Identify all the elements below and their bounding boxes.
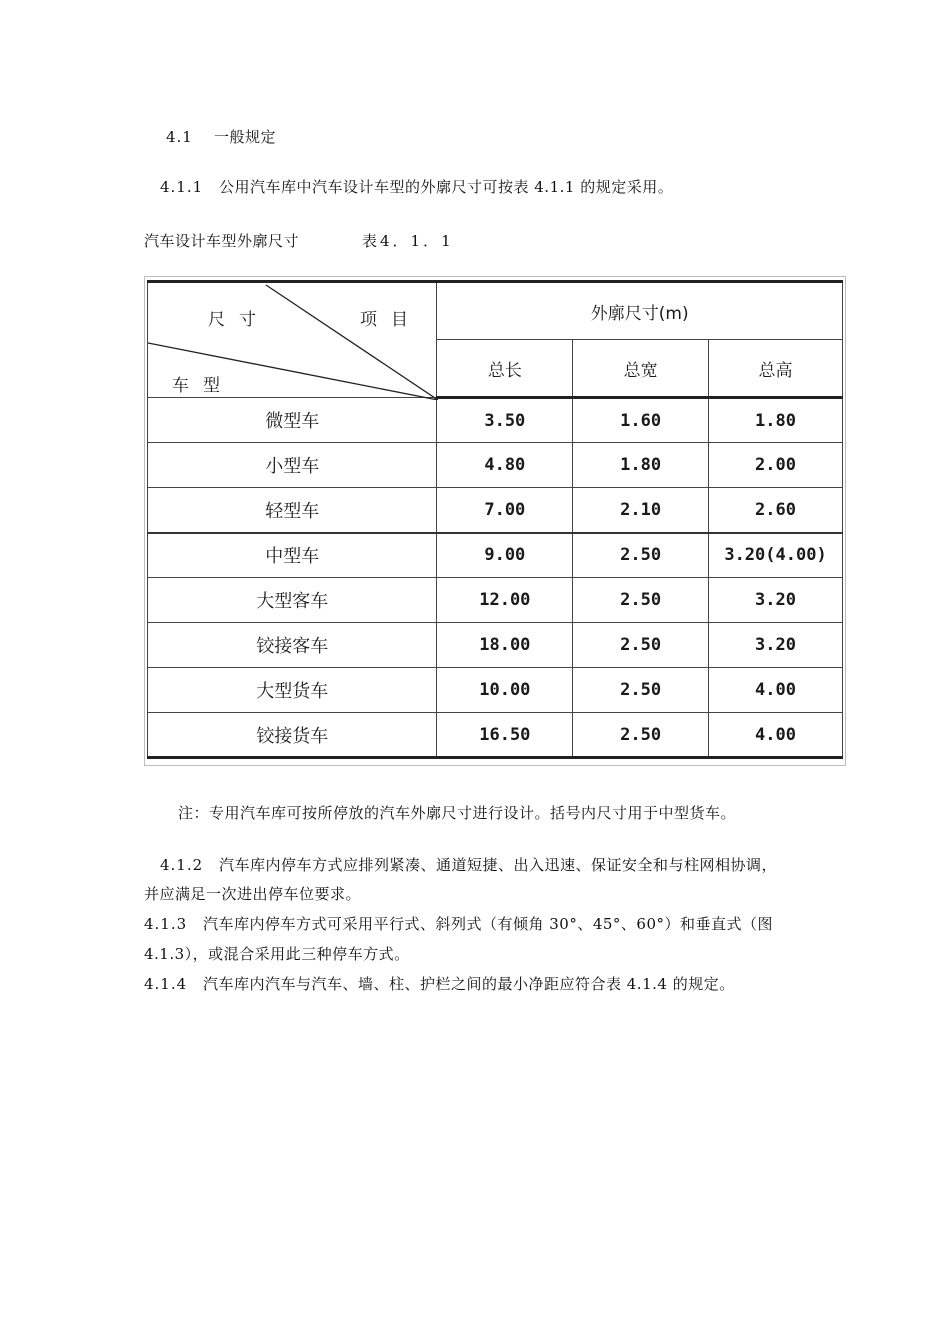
- length-cell: 12.00: [437, 578, 573, 623]
- height-cell: 3.20(4.00): [709, 533, 843, 578]
- clause-text: 汽车库内停车方式可采用平行式、斜列式（有倾角 30°、45°、60°）和垂直式（图: [202, 915, 774, 933]
- width-cell: 2.50: [573, 668, 709, 713]
- section-number: 4.1: [166, 128, 193, 146]
- clause-number: 4.1.3: [144, 915, 188, 933]
- corner-label-vehicle-type: 车型: [172, 376, 234, 396]
- height-cell: 2.00: [709, 443, 843, 488]
- vehicle-type-cell: 大型客车: [148, 578, 437, 623]
- table-row: [148, 398, 843, 443]
- clause-text: 汽车库内汽车与汽车、墙、柱、护栏之间的最小净距应符合表 4.1.4 的规定。: [202, 975, 735, 993]
- table-caption-title: 汽车设计车型外廓尺寸: [144, 232, 300, 250]
- clause-4-1-4: [144, 973, 735, 994]
- vehicle-type-cell: 铰接货车: [148, 713, 437, 758]
- width-cell: 2.50: [573, 623, 709, 668]
- vehicle-type-cell: 微型车: [148, 398, 437, 443]
- clause-number: 4.1.2: [160, 856, 204, 874]
- clause-4-1-1: [160, 176, 673, 197]
- clause-number: 4.1.4: [144, 975, 188, 993]
- clause-text: 公用汽车库中汽车设计车型的外廓尺寸可按表 4.1.1 的规定采用。: [218, 178, 674, 196]
- corner-label-item: 项目: [360, 310, 422, 330]
- vehicle-dimension-table: [147, 280, 843, 759]
- table-caption-code: 表4．1．1: [362, 232, 454, 250]
- clause-4-1-2-line-1: [160, 854, 777, 875]
- vehicle-type-cell: 中型车: [148, 533, 437, 578]
- column-header-width: 总宽: [573, 340, 709, 398]
- section-title: 一般规定: [213, 128, 276, 146]
- width-cell: 1.60: [573, 398, 709, 443]
- height-cell: 4.00: [709, 668, 843, 713]
- length-cell: 7.00: [437, 488, 573, 533]
- table-header-row-1: [148, 282, 843, 340]
- width-cell: 1.80: [573, 443, 709, 488]
- vehicle-type-cell: 大型货车: [148, 668, 437, 713]
- table-row: [148, 488, 843, 533]
- clause-text: 汽车库内停车方式应排列紧凑、通道短捷、出入迅速、保证安全和与柱网相协调，: [218, 856, 777, 874]
- section-heading: [166, 126, 276, 147]
- table-row: [148, 443, 843, 488]
- width-cell: 2.50: [573, 713, 709, 758]
- width-cell: 2.50: [573, 578, 709, 623]
- clause-number: 4.1.1: [160, 178, 204, 196]
- clause-4-1-3-line-1: [144, 913, 773, 934]
- table-row: [148, 713, 843, 758]
- group-header-outer-dimensions: 外廓尺寸(m): [437, 282, 843, 340]
- length-cell: 16.50: [437, 713, 573, 758]
- length-cell: 18.00: [437, 623, 573, 668]
- corner-header-cell: [148, 282, 437, 398]
- length-cell: 10.00: [437, 668, 573, 713]
- table-row: [148, 668, 843, 713]
- height-cell: 3.20: [709, 578, 843, 623]
- corner-label-dimension: 尺寸: [208, 310, 270, 330]
- table-row: [148, 578, 843, 623]
- height-cell: 3.20: [709, 623, 843, 668]
- height-cell: 1.80: [709, 398, 843, 443]
- length-cell: 9.00: [437, 533, 573, 578]
- length-cell: 3.50: [437, 398, 573, 443]
- width-cell: 2.10: [573, 488, 709, 533]
- table-note: 注：专用汽车库可按所停放的汽车外廓尺寸进行设计。括号内尺寸用于中型货车。: [178, 804, 737, 822]
- column-header-length: 总长: [437, 340, 573, 398]
- length-cell: 4.80: [437, 443, 573, 488]
- vehicle-type-cell: 铰接客车: [148, 623, 437, 668]
- width-cell: 2.50: [573, 533, 709, 578]
- clause-4-1-2-line-2: 并应满足一次进出停车位要求。: [144, 885, 362, 903]
- height-cell: 2.60: [709, 488, 843, 533]
- table-row: [148, 533, 843, 578]
- vehicle-type-cell: 小型车: [148, 443, 437, 488]
- clause-4-1-3-line-2: 4.1.3），或混合采用此三种停车方式。: [144, 945, 410, 963]
- height-cell: 4.00: [709, 713, 843, 758]
- dimension-table-frame: [144, 276, 846, 766]
- vehicle-type-cell: 轻型车: [148, 488, 437, 533]
- column-header-height: 总高: [709, 340, 843, 398]
- table-row: [148, 623, 843, 668]
